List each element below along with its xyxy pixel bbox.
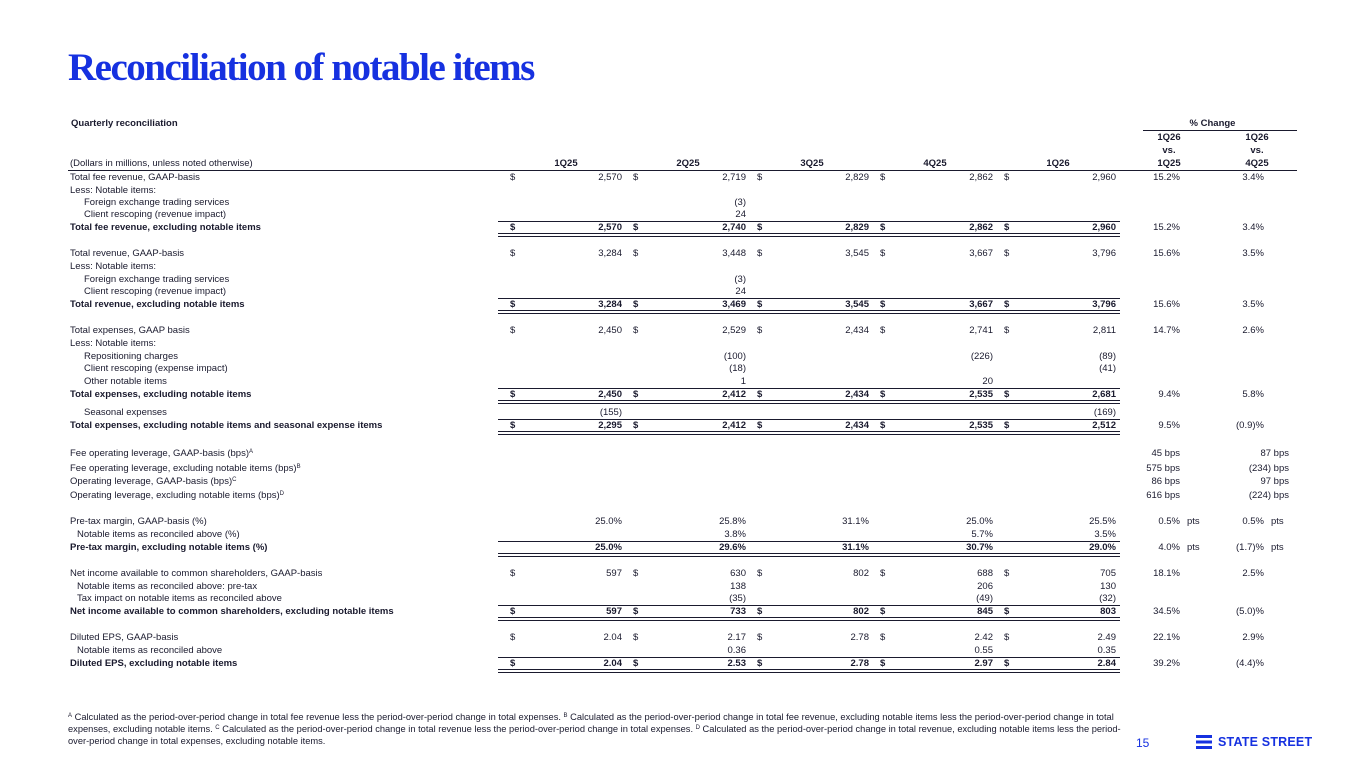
rev_ex-value-q5: 3,796 (1092, 299, 1116, 310)
exp_seas-dollar-3: $ (757, 420, 763, 431)
fee_ex-dollar-2: $ (633, 222, 639, 233)
ni_gaap-dollar-4: $ (880, 568, 886, 579)
eps_ex-value-q4: 2.97 (974, 658, 993, 669)
exp_seas-top-rule (498, 419, 1120, 420)
footnote-d-marker: D (695, 725, 700, 731)
fee-gaap-label: Total fee revenue, GAAP-basis (70, 172, 200, 183)
eps_gaap-value-q5: 2.49 (1097, 632, 1116, 643)
eps_ex-dollar-4: $ (880, 658, 886, 669)
eps_gaap-value-q4: 2.42 (974, 632, 993, 643)
exp_rep-value-q4: (226) (970, 351, 993, 362)
eps_gaap-value-q2: 2.17 (727, 632, 746, 643)
ni-gaap-label: Net income available to common shareholders, GAAP-basis (70, 568, 323, 579)
exp_ex-value-q2: 2,412 (722, 389, 746, 400)
exp_ex-dollar-4: $ (880, 389, 886, 400)
eps_ex-dollar-3: $ (757, 658, 763, 669)
footnote-a: Calculated as the period-over-period change in total fee revenue less the period-over-period change in total expenses. (72, 712, 564, 722)
eps_ex-dollar-2: $ (633, 658, 639, 669)
exp_ex-value-q1: 2,450 (598, 389, 622, 400)
ni-pre-label: Notable items as reconciled above: pre-tax (77, 581, 258, 592)
lev2-footnote-marker: B (296, 464, 301, 470)
exp_seas-dollar-4: $ (880, 420, 886, 431)
lev1-footnote-marker: A (249, 449, 254, 455)
change-header-1-l3: 1Q25 (1157, 158, 1181, 169)
lev3-footnote-marker: C (232, 477, 237, 483)
rev_ex-value-q1: 3,284 (598, 299, 622, 310)
lev1-change-vs-1q25: 45 bps (1151, 448, 1180, 459)
rev-fx-label: Foreign exchange trading services (84, 274, 230, 285)
rev_gaap-dollar-1: $ (510, 248, 516, 259)
eps_gaap-dollar-2: $ (633, 632, 639, 643)
ptm_gaap-value-q1: 25.0% (595, 516, 622, 527)
rev_ex-dollar-4: $ (880, 299, 886, 310)
ni_gaap-value-q4: 688 (977, 568, 993, 579)
eps_ex-value-q1: 2.04 (603, 658, 622, 669)
rev-ex-label: Total revenue, excluding notable items (70, 299, 245, 310)
lev3-label: Operating leverage, GAAP-basis (bps)$^C$ (70, 476, 237, 487)
exp_ex-value-q3: 2,434 (845, 389, 869, 400)
footnote-c-marker: C (215, 725, 220, 731)
change-header-2-l3: 4Q25 (1245, 158, 1269, 169)
rev_gaap-value-q3: 3,545 (845, 248, 869, 259)
exp_seas-dollar-2: $ (633, 420, 639, 431)
footnote-b: Calculated as the period-over-period change in total fee revenue, excluding notable items less the period-over-period change in total expenses, excluding notable items. (68, 712, 1114, 734)
rev_ex-dollar-2: $ (633, 299, 639, 310)
ni-tax-label: Tax impact on notable items as reconciled above (77, 593, 282, 604)
quarter-header-1q25: 1Q25 (554, 158, 578, 169)
ni_ex-value-q1: 597 (606, 606, 622, 617)
ni_ex-value-q2: 733 (730, 606, 746, 617)
exp_ex-dollar-3: $ (757, 389, 763, 400)
ptm_ex-value-q2: 29.6% (719, 542, 746, 553)
exp_ex-value-q4: 2,535 (969, 389, 993, 400)
ptm_gaap-pts-1: pts (1187, 516, 1200, 527)
lev1-label: Fee operating leverage, GAAP-basis (bps)$^A$ (70, 448, 254, 459)
exp_ex-dollar-1: $ (510, 389, 516, 400)
lev2-label: Fee operating leverage, excluding notable items (bps)$^B$ (70, 463, 301, 474)
exp_cr-value-q2: (18) (729, 363, 746, 374)
exp_seas-value-q5: 2,512 (1092, 420, 1116, 431)
ni_gaap-value-q3: 802 (853, 568, 869, 579)
lev2-change-vs-1q25: 575 bps (1146, 463, 1180, 474)
ptm_ni-value-q5: 3.5% (1094, 529, 1116, 540)
ni_tax-value-q2: (35) (729, 593, 746, 604)
fee_ex-dollar-3: $ (757, 222, 763, 233)
eps_gaap-dollar-3: $ (757, 632, 763, 643)
lev4-change-vs-1q25: 616 bps (1146, 490, 1180, 501)
exp_ex-change-vs-1q25: 9.4% (1158, 389, 1180, 400)
exp-ex-label: Total expenses, excluding notable items (70, 389, 252, 400)
quarter-header-1q26: 1Q26 (1046, 158, 1070, 169)
fee_gaap-dollar-5: $ (1004, 172, 1010, 183)
ni_gaap-value-q2: 630 (730, 568, 746, 579)
exp_gaap-value-q3: 2,434 (845, 325, 869, 336)
ni_ex-dollar-4: $ (880, 606, 886, 617)
exp_ex-value-q5: 2,681 (1092, 389, 1116, 400)
ni_gaap-value-q5: 705 (1100, 568, 1116, 579)
ni_ex-top-rule (498, 605, 1120, 606)
exp_gaap-value-q5: 2,811 (1092, 325, 1116, 336)
ptm-ex-label: Pre-tax margin, excluding notable items (%) (70, 542, 268, 553)
eps_gaap-change-vs-4q25: 2.9% (1242, 632, 1264, 643)
eps_ni-value-q4: 0.55 (974, 645, 993, 656)
rev_gaap-change-vs-4q25: 3.5% (1242, 248, 1264, 259)
ptm_ex-value-q3: 31.1% (842, 542, 869, 553)
state-street-logo (1196, 735, 1312, 749)
eps_ex-change-vs-1q25: 39.2% (1153, 658, 1180, 669)
eps_gaap-change-vs-1q25: 22.1% (1153, 632, 1180, 643)
lev4-label: Operating leverage, excluding notable items (bps)$^D$ (70, 490, 284, 501)
exp_seas-bottom-rule (498, 431, 1120, 435)
section-label: Quarterly reconciliation (71, 118, 178, 129)
exp_oth-value-q4: 20 (982, 376, 993, 387)
ptm_gaap-value-q3: 31.1% (842, 516, 869, 527)
fee_ex-value-q3: 2,829 (845, 222, 869, 233)
exp_ex-top-rule (498, 388, 1120, 389)
fee_ex-dollar-1: $ (510, 222, 516, 233)
fee_ex-value-q2: 2,740 (722, 222, 746, 233)
ptm_ex-value-q5: 29.0% (1089, 542, 1116, 553)
exp-cr-label: Client rescoping (expense impact) (84, 363, 228, 374)
ptm_ex-value-q1: 25.0% (595, 542, 622, 553)
ni_ex-dollar-1: $ (510, 606, 516, 617)
fee_fx-value-q2: (3) (734, 197, 746, 208)
exp-gaap-label: Total expenses, GAAP basis (70, 325, 190, 336)
ni_ex-dollar-5: $ (1004, 606, 1010, 617)
exp_gaap-value-q4: 2,741 (969, 325, 993, 336)
exp_seas-value-q3: 2,434 (845, 420, 869, 431)
change-header-1-l1: 1Q26 (1157, 132, 1181, 143)
eps_ex-value-q2: 2.53 (727, 658, 746, 669)
exp_ex-bottom-rule (498, 400, 1120, 404)
fee-less-label: Less: Notable items: (70, 185, 157, 196)
ptm_ni-value-q4: 5.7% (971, 529, 993, 540)
lev1-change-vs-4q25: 87 bps (1260, 448, 1289, 459)
rev_gaap-value-q2: 3,448 (722, 248, 746, 259)
quarter-header-4q25: 4Q25 (923, 158, 947, 169)
exp_seas-value-q2: 2,412 (722, 420, 746, 431)
change-header-1-l2: vs. (1162, 145, 1176, 156)
rev_ex-top-rule (498, 298, 1120, 299)
exp_gaap-dollar-3: $ (757, 325, 763, 336)
ptm_ex-bottom-rule (498, 553, 1120, 557)
eps_ex-dollar-1: $ (510, 658, 516, 669)
ni_gaap-value-q1: 597 (606, 568, 622, 579)
rev_gaap-dollar-5: $ (1004, 248, 1010, 259)
eps_ni-value-q5: 0.35 (1097, 645, 1116, 656)
exp_gaap-dollar-5: $ (1004, 325, 1010, 336)
fee-cr-label: Client rescoping (revenue impact) (84, 209, 227, 220)
ni_ex-bottom-rule (498, 617, 1120, 621)
ptm_ex-change-vs-1q25: 4.0% (1158, 542, 1180, 553)
rev_ex-value-q4: 3,667 (969, 299, 993, 310)
ni_gaap-dollar-5: $ (1004, 568, 1010, 579)
fee_gaap-dollar-4: $ (880, 172, 886, 183)
ptm-gaap-label: Pre-tax margin, GAAP-basis (%) (70, 516, 207, 527)
lev4-change-vs-4q25: (224) bps (1248, 490, 1289, 501)
exp_seas-dollar-1: $ (510, 420, 516, 431)
seas-value-q5: (169) (1093, 407, 1116, 418)
footnote-b-marker: B (563, 713, 568, 719)
lev4-footnote-marker: D (279, 491, 284, 497)
seas-value-q1: (155) (599, 407, 622, 418)
ptm_gaap-change-vs-4q25: 0.5% (1242, 516, 1264, 527)
exp_ex-change-vs-4q25: 5.8% (1242, 389, 1264, 400)
eps_ex-top-rule (498, 657, 1120, 658)
fee_gaap-value-q4: 2,862 (969, 172, 993, 183)
eps-ni-label: Notable items as reconciled above (77, 645, 223, 656)
quarter-header-3q25: 3Q25 (800, 158, 824, 169)
exp-seas-label: Total expenses, excluding notable items and seasonal expense items (70, 420, 383, 431)
ni_ex-change-vs-4q25: (5.0)% (1236, 606, 1264, 617)
rev_ex-value-q3: 3,545 (845, 299, 869, 310)
exp_seas-dollar-5: $ (1004, 420, 1010, 431)
brand-name: STATE STREET (1218, 735, 1313, 749)
fee_cr-value-q2: 24 (735, 209, 746, 220)
change-header-2-l1: 1Q26 (1245, 132, 1269, 143)
ptm-ni-label: Notable items as reconciled above (%) (77, 529, 240, 540)
rev-gaap-label: Total revenue, GAAP-basis (70, 248, 185, 259)
exp_seas-value-q1: 2,295 (598, 420, 622, 431)
fee_ex-value-q5: 2,960 (1092, 222, 1116, 233)
exp-oth-label: Other notable items (84, 376, 167, 387)
ni_gaap-dollar-3: $ (757, 568, 763, 579)
footnote-a-marker: A (68, 713, 73, 719)
ptm_ex-change-vs-4q25: (1.7)% (1236, 542, 1264, 553)
fee_gaap-dollar-3: $ (757, 172, 763, 183)
fee_gaap-change-vs-4q25: 3.4% (1242, 172, 1264, 183)
lev2-change-vs-4q25: (234) bps (1248, 463, 1289, 474)
eps_gaap-dollar-5: $ (1004, 632, 1010, 643)
exp_seas-change-vs-1q25: 9.5% (1158, 420, 1180, 431)
eps-gaap-label: Diluted EPS, GAAP-basis (70, 632, 179, 643)
ni-ex-label: Net income available to common shareholders, excluding notable items (70, 606, 394, 617)
exp_seas-value-q4: 2,535 (969, 420, 993, 431)
change-header-2-l2: vs. (1250, 145, 1264, 156)
pct-change-label: % Change (1189, 118, 1236, 129)
rev_gaap-value-q5: 3,796 (1092, 248, 1116, 259)
exp-rep-label: Repositioning charges (84, 351, 179, 362)
ni_tax-value-q4: (49) (976, 593, 993, 604)
pct-change-rule (1143, 130, 1297, 131)
rev_gaap-dollar-2: $ (633, 248, 639, 259)
rev_gaap-change-vs-1q25: 15.6% (1153, 248, 1180, 259)
rev_cr-value-q2: 24 (735, 286, 746, 297)
header-rule (68, 170, 1297, 171)
footnote (68, 711, 1130, 747)
rev_gaap-dollar-4: $ (880, 248, 886, 259)
seas-label: Seasonal expenses (84, 407, 167, 418)
ni_pre-value-q5: 130 (1100, 581, 1116, 592)
rev-cr-label: Client rescoping (revenue impact) (84, 286, 227, 297)
eps_gaap-dollar-4: $ (880, 632, 886, 643)
ni_gaap-change-vs-1q25: 18.1% (1153, 568, 1180, 579)
exp_seas-change-vs-4q25: (0.9)% (1236, 420, 1264, 431)
quarter-header-2q25: 2Q25 (676, 158, 700, 169)
rev_gaap-value-q4: 3,667 (969, 248, 993, 259)
ni_ex-value-q3: 802 (853, 606, 869, 617)
eps_ex-value-q5: 2.84 (1097, 658, 1116, 669)
fee_gaap-value-q1: 2,570 (598, 172, 622, 183)
state-street-logo-icon (1196, 735, 1212, 749)
ptm_gaap-change-vs-1q25: 0.5% (1158, 516, 1180, 527)
rev_ex-dollar-5: $ (1004, 299, 1010, 310)
ptm_ex-top-rule (498, 541, 1120, 542)
rev_gaap-value-q1: 3,284 (598, 248, 622, 259)
fee_ex-value-q1: 2,570 (598, 222, 622, 233)
exp_gaap-dollar-4: $ (880, 325, 886, 336)
fee_gaap-change-vs-1q25: 15.2% (1153, 172, 1180, 183)
ni_ex-value-q5: 803 (1100, 606, 1116, 617)
rev_ex-bottom-rule (498, 310, 1120, 314)
exp_oth-value-q2: 1 (740, 376, 746, 387)
fee_ex-bottom-rule (498, 233, 1120, 237)
rev_ex-dollar-1: $ (510, 299, 516, 310)
rev_gaap-dollar-3: $ (757, 248, 763, 259)
eps_ni-value-q2: 0.36 (727, 645, 746, 656)
exp_gaap-change-vs-1q25: 14.7% (1153, 325, 1180, 336)
rev_ex-value-q2: 3,469 (722, 299, 746, 310)
fee_ex-dollar-5: $ (1004, 222, 1010, 233)
page-number: 15 (1136, 736, 1150, 750)
ptm_ex-pts-1: pts (1187, 542, 1200, 553)
ni_tax-value-q5: (32) (1099, 593, 1116, 604)
fee_gaap-value-q2: 2,719 (722, 172, 746, 183)
lev3-change-vs-1q25: 86 bps (1151, 476, 1180, 487)
ni_pre-value-q2: 138 (730, 581, 746, 592)
ptm_gaap-pts-2: pts (1271, 516, 1284, 527)
exp_gaap-value-q1: 2,450 (598, 325, 622, 336)
rev_fx-value-q2: (3) (734, 274, 746, 285)
rev_ex-change-vs-1q25: 15.6% (1153, 299, 1180, 310)
eps_gaap-dollar-1: $ (510, 632, 516, 643)
lev3-change-vs-4q25: 97 bps (1260, 476, 1289, 487)
fee_ex-value-q4: 2,862 (969, 222, 993, 233)
page-title: Reconciliation of notable items (68, 46, 534, 89)
ptm_gaap-value-q4: 25.0% (966, 516, 993, 527)
ptm_gaap-value-q5: 25.5% (1089, 516, 1116, 527)
fee_ex-dollar-4: $ (880, 222, 886, 233)
eps_ex-dollar-5: $ (1004, 658, 1010, 669)
exp_cr-value-q5: (41) (1099, 363, 1116, 374)
footnote-c: Calculated as the period-over-period change in total revenue less the period-over-period change in total expenses. (219, 724, 696, 734)
fee_ex-change-vs-1q25: 15.2% (1153, 222, 1180, 233)
exp_gaap-value-q2: 2,529 (722, 325, 746, 336)
units-label: (Dollars in millions, unless noted otherwise) (70, 158, 253, 169)
exp_ex-dollar-2: $ (633, 389, 639, 400)
rev_ex-dollar-3: $ (757, 299, 763, 310)
exp_rep-value-q5: (89) (1099, 351, 1116, 362)
ni_ex-value-q4: 845 (977, 606, 993, 617)
exp_ex-dollar-5: $ (1004, 389, 1010, 400)
exp-less-label: Less: Notable items: (70, 338, 157, 349)
exp_gaap-change-vs-4q25: 2.6% (1242, 325, 1264, 336)
fee-ex-label: Total fee revenue, excluding notable items (70, 222, 261, 233)
exp_gaap-dollar-2: $ (633, 325, 639, 336)
ni_ex-change-vs-1q25: 34.5% (1153, 606, 1180, 617)
fee-fx-label: Foreign exchange trading services (84, 197, 230, 208)
ni_gaap-dollar-1: $ (510, 568, 516, 579)
eps_gaap-value-q1: 2.04 (603, 632, 622, 643)
ptm_ex-pts-2: pts (1271, 542, 1284, 553)
eps_gaap-value-q3: 2.78 (850, 632, 869, 643)
ni_ex-dollar-2: $ (633, 606, 639, 617)
fee_ex-top-rule (498, 221, 1120, 222)
fee_gaap-value-q5: 2,960 (1092, 172, 1116, 183)
ptm_ni-value-q2: 3.8% (724, 529, 746, 540)
fee_ex-change-vs-4q25: 3.4% (1242, 222, 1264, 233)
fee_gaap-value-q3: 2,829 (845, 172, 869, 183)
rev-less-label: Less: Notable items: (70, 261, 157, 272)
fee_gaap-dollar-1: $ (510, 172, 516, 183)
exp_gaap-dollar-1: $ (510, 325, 516, 336)
eps_ex-change-vs-4q25: (4.4)% (1236, 658, 1264, 669)
eps-ex-label: Diluted EPS, excluding notable items (70, 658, 238, 669)
rev_ex-change-vs-4q25: 3.5% (1242, 299, 1264, 310)
ni_gaap-dollar-2: $ (633, 568, 639, 579)
ni_pre-value-q4: 206 (977, 581, 993, 592)
eps_ex-value-q3: 2.78 (850, 658, 869, 669)
exp_rep-value-q2: (100) (723, 351, 746, 362)
ptm_gaap-value-q2: 25.8% (719, 516, 746, 527)
footnote-d: Calculated as the period-over-period change in total revenue, excluding notable items less the period-over-period change in total expenses, excluding notable items. (68, 724, 1121, 746)
fee_gaap-dollar-2: $ (633, 172, 639, 183)
ni_gaap-change-vs-4q25: 2.5% (1242, 568, 1264, 579)
eps_ex-bottom-rule (498, 669, 1120, 673)
ptm_ex-value-q4: 30.7% (966, 542, 993, 553)
ni_ex-dollar-3: $ (757, 606, 763, 617)
